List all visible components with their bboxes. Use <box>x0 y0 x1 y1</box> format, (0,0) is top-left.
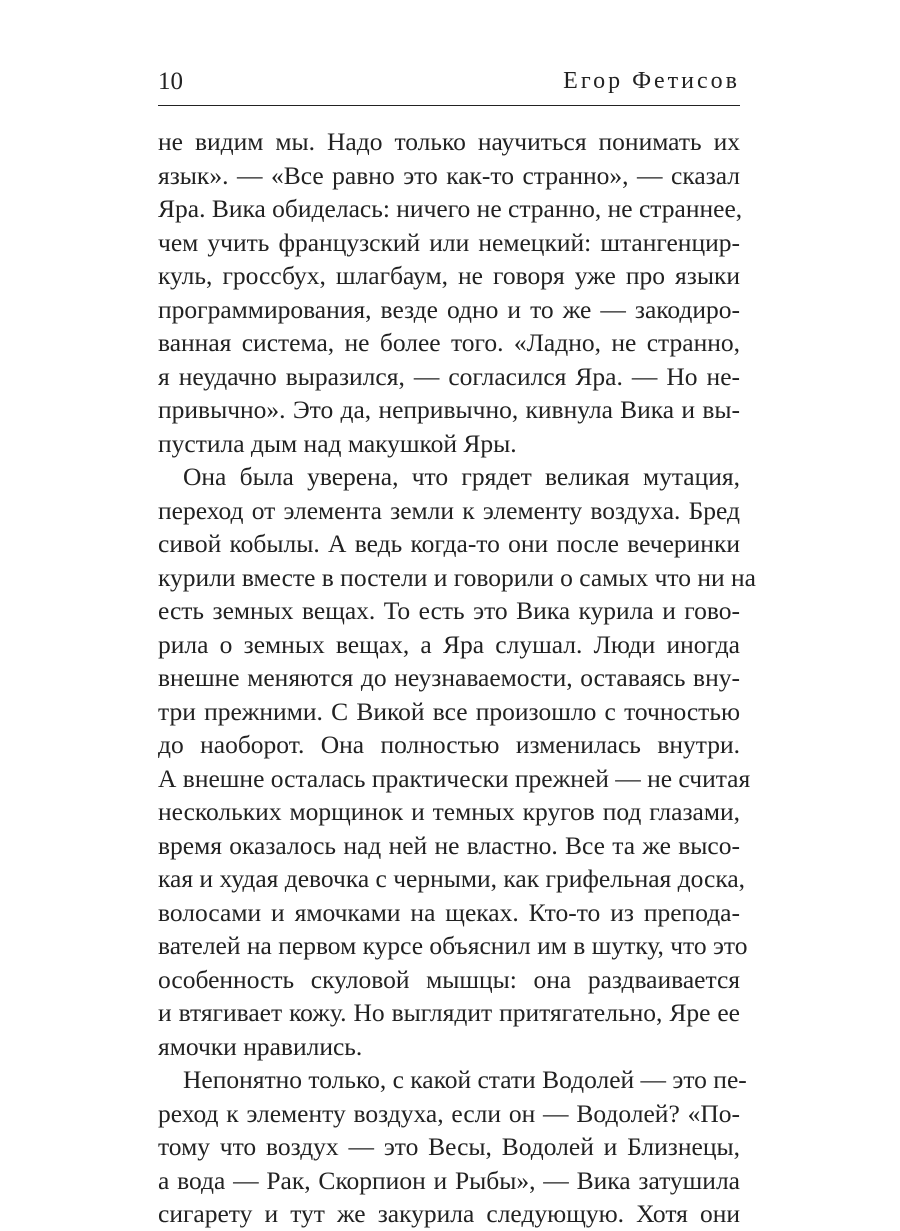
text-line: реход к элементу воздуха, если он — Водолей? «По- <box>158 1098 740 1128</box>
paragraph-first-line: Она была уверена, что грядет великая мутация, <box>183 462 740 491</box>
text-line: сигарету и тут же закурила следующую. Хотя они <box>158 1199 740 1228</box>
text-line: ванная система, не более того. «Ладно, не странно, <box>158 328 740 357</box>
text-line: кая и худая девочка с черными, как грифельная доска, <box>158 864 746 893</box>
page-header <box>158 60 740 104</box>
paragraph-first-line: Непонятно только, с какой стати Водолей — это пе- <box>183 1065 747 1094</box>
text-line: сивой кобылы. А ведь когда-то они после вечеринки <box>158 529 740 558</box>
body-text <box>158 125 756 1231</box>
text-line: три прежними. С Викой все произошло с точностью <box>158 696 740 726</box>
page-number: 10 <box>158 68 183 95</box>
text-line: до наоборот. Она полностью изменилась внутри. <box>158 730 740 759</box>
text-line: программирования, везде одно и то же — закодиро- <box>158 294 740 324</box>
text-line: рила о земных вещах, а Яра слушал. Люди иногда <box>158 629 740 659</box>
text-line: ямочки нравились. <box>158 1031 363 1061</box>
running-head-author: Егор Фетисов <box>563 68 740 94</box>
text-line: курили вместе в постели и говорили о самых что ни на <box>158 562 756 592</box>
text-line: время оказалось над ней не властно. Все та же высо- <box>158 830 740 860</box>
text-line: особенность скуловой мышцы: она раздваивается <box>158 964 740 994</box>
text-line: есть земных вещах. То есть это Вика курила и гово- <box>158 596 740 625</box>
text-line: переход от элемента земли к элементу воздуха. Бред <box>158 495 740 525</box>
text-line: и втягивает кожу. Но выглядит притягательно, Яре ее <box>158 998 740 1027</box>
text-line: чем учить французский или немецкий: штангенцир- <box>158 227 740 257</box>
text-line: тому что воздух — это Весы, Водолей и Близнецы, <box>158 1132 740 1161</box>
text-line: волосами и ямочками на щеках. Кто-то из препода- <box>158 897 740 927</box>
text-line: привычно». Это да, непривычно, кивнула Вика и вы- <box>158 395 740 424</box>
text-line: Яра. Вика обиделась: ничего не странно, не страннее, <box>158 194 743 223</box>
text-line: нескольких морщинок и темных кругов под глазами, <box>158 797 740 826</box>
text-line: я неудачно выразился, — согласился Яра. — Но не- <box>158 361 740 391</box>
text-line: а вода — Рак, Скорпион и Рыбы», — Вика затушила <box>158 1165 740 1195</box>
text-line: вателей на первом курсе объяснил им в шутку, что это <box>158 931 748 960</box>
text-line: куль, гроссбух, шлагбаум, не говоря уже про языки <box>158 261 740 290</box>
text-line: А внешне осталась практически прежней — не считая <box>158 763 751 793</box>
text-line: пустила дым над макушкой Яры. <box>158 428 517 458</box>
header-rule <box>158 105 740 106</box>
text-line: не видим мы. Надо только научиться понимать их <box>158 127 740 156</box>
text-line: язык». — «Все равно это как-то странно», — сказал <box>158 160 740 190</box>
text-line: внешне меняются до неузнаваемости, оставаясь вну- <box>158 663 740 692</box>
